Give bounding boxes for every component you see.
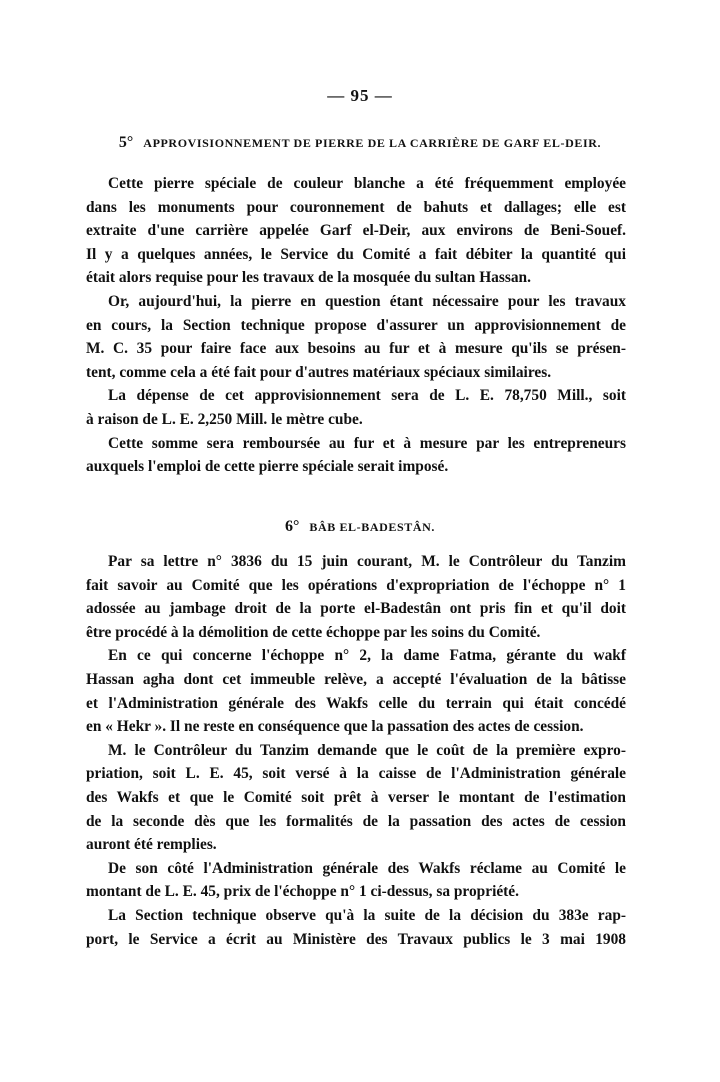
text-line: était alors requise pour les travaux de la mosquée du sultan Hassan. xyxy=(86,269,531,287)
text-line: en cours, la Section technique propose d'assurer un approvisionnement de xyxy=(86,316,626,334)
text-line: port, le Service a écrit au Ministère des Travaux publics le 3 mai 1908 xyxy=(86,930,626,948)
text-line: et l'Administration générale des Wakfs celle du terrain qui était concédé xyxy=(86,694,626,712)
text-line: tent, comme cela a été fait pour d'autres matériaux spéciaux similaires. xyxy=(86,363,552,381)
text-line: Il y a quelques années, le Service du Comité a fait débiter la quantité qui xyxy=(86,245,626,263)
section-number: 6° xyxy=(284,518,300,535)
text-line: de la seconde dès que les formalités de la passation des actes de cession xyxy=(86,812,626,830)
section-title: APPROVISIONNEMENT DE PIERRE DE LA CARRIÈRE DE GARF EL-DEIR. xyxy=(143,136,602,150)
text-line: adossée au jambage droit de la porte el-Badestân ont pris fin et qu'il doit xyxy=(86,600,626,618)
text-line: M. C. 35 pour faire face aux besoins au fur et à mesure qu'ils se présen- xyxy=(86,340,626,358)
section-number: 5° xyxy=(118,134,134,151)
text-line: La dépense de cet approvisionnement sera de L. E. 78,750 Mill., soit xyxy=(108,387,626,405)
page-number: — 95 — xyxy=(327,86,393,105)
section-heading-6 xyxy=(0,518,720,536)
text-line: dans les monuments pour couronnement de bahuts et dallages; elle est xyxy=(86,198,626,216)
text-line: Cette somme sera remboursée au fur et à mesure par les entrepreneurs xyxy=(108,434,626,452)
text-line: priation, soit L. E. 45, soit versé à la caisse de l'Administration générale xyxy=(86,765,626,783)
text-line: Or, aujourd'hui, la pierre en question étant nécessaire pour les travaux xyxy=(108,292,626,310)
text-line: à raison de L. E. 2,250 Mill. le mètre cube. xyxy=(86,410,363,428)
text-line: Par sa lettre n° 3836 du 15 juin courant, M. le Contrôleur du Tanzim xyxy=(108,553,626,570)
text-line: En ce qui concerne l'échoppe n° 2, la dame Fatma, gérante du wakf xyxy=(108,647,626,665)
text-line: De son côté l'Administration générale des Wakfs réclame au Comité le xyxy=(108,859,626,877)
text-line: être procédé à la démolition de cette échoppe par les soins du Comité. xyxy=(86,623,541,641)
text-line: auxquels l'emploi de cette pierre spéciale serait imposé. xyxy=(86,458,449,476)
text-line: fait savoir au Comité que les opérations d'expropriation de l'échoppe n° 1 xyxy=(86,576,626,594)
text-line: extraite d'une carrière appelée Garf el-Deir, aux environs de Beni-Souef. xyxy=(86,222,626,240)
text-line: La Section technique observe qu'à la suite de la décision du 383e rap- xyxy=(108,906,626,924)
section-heading-5 xyxy=(0,134,720,152)
text-line: Cette pierre spéciale de couleur blanche a été fréquemment employée xyxy=(108,175,626,192)
text-line: en « Hekr ». Il ne reste en conséquence que la passation des actes de cession. xyxy=(86,718,584,736)
text-line: Hassan agha dont cet immeuble relève, a accepté l'évaluation de la bâtisse xyxy=(86,670,626,688)
text-line: auront été remplies. xyxy=(86,836,217,854)
section-body-5 xyxy=(86,172,626,479)
text-line: des Wakfs et que le Comité soit prêt à verser le montant de l'estimation xyxy=(86,788,626,806)
section-body-6 xyxy=(86,550,626,951)
text-line: M. le Contrôleur du Tanzim demande que le coût de la première expro- xyxy=(108,741,626,759)
section-title: BÂB EL-BADESTÂN. xyxy=(309,520,436,534)
text-line: montant de L. E. 45, prix de l'échoppe n° 1 ci-dessus, sa propriété. xyxy=(86,883,519,901)
